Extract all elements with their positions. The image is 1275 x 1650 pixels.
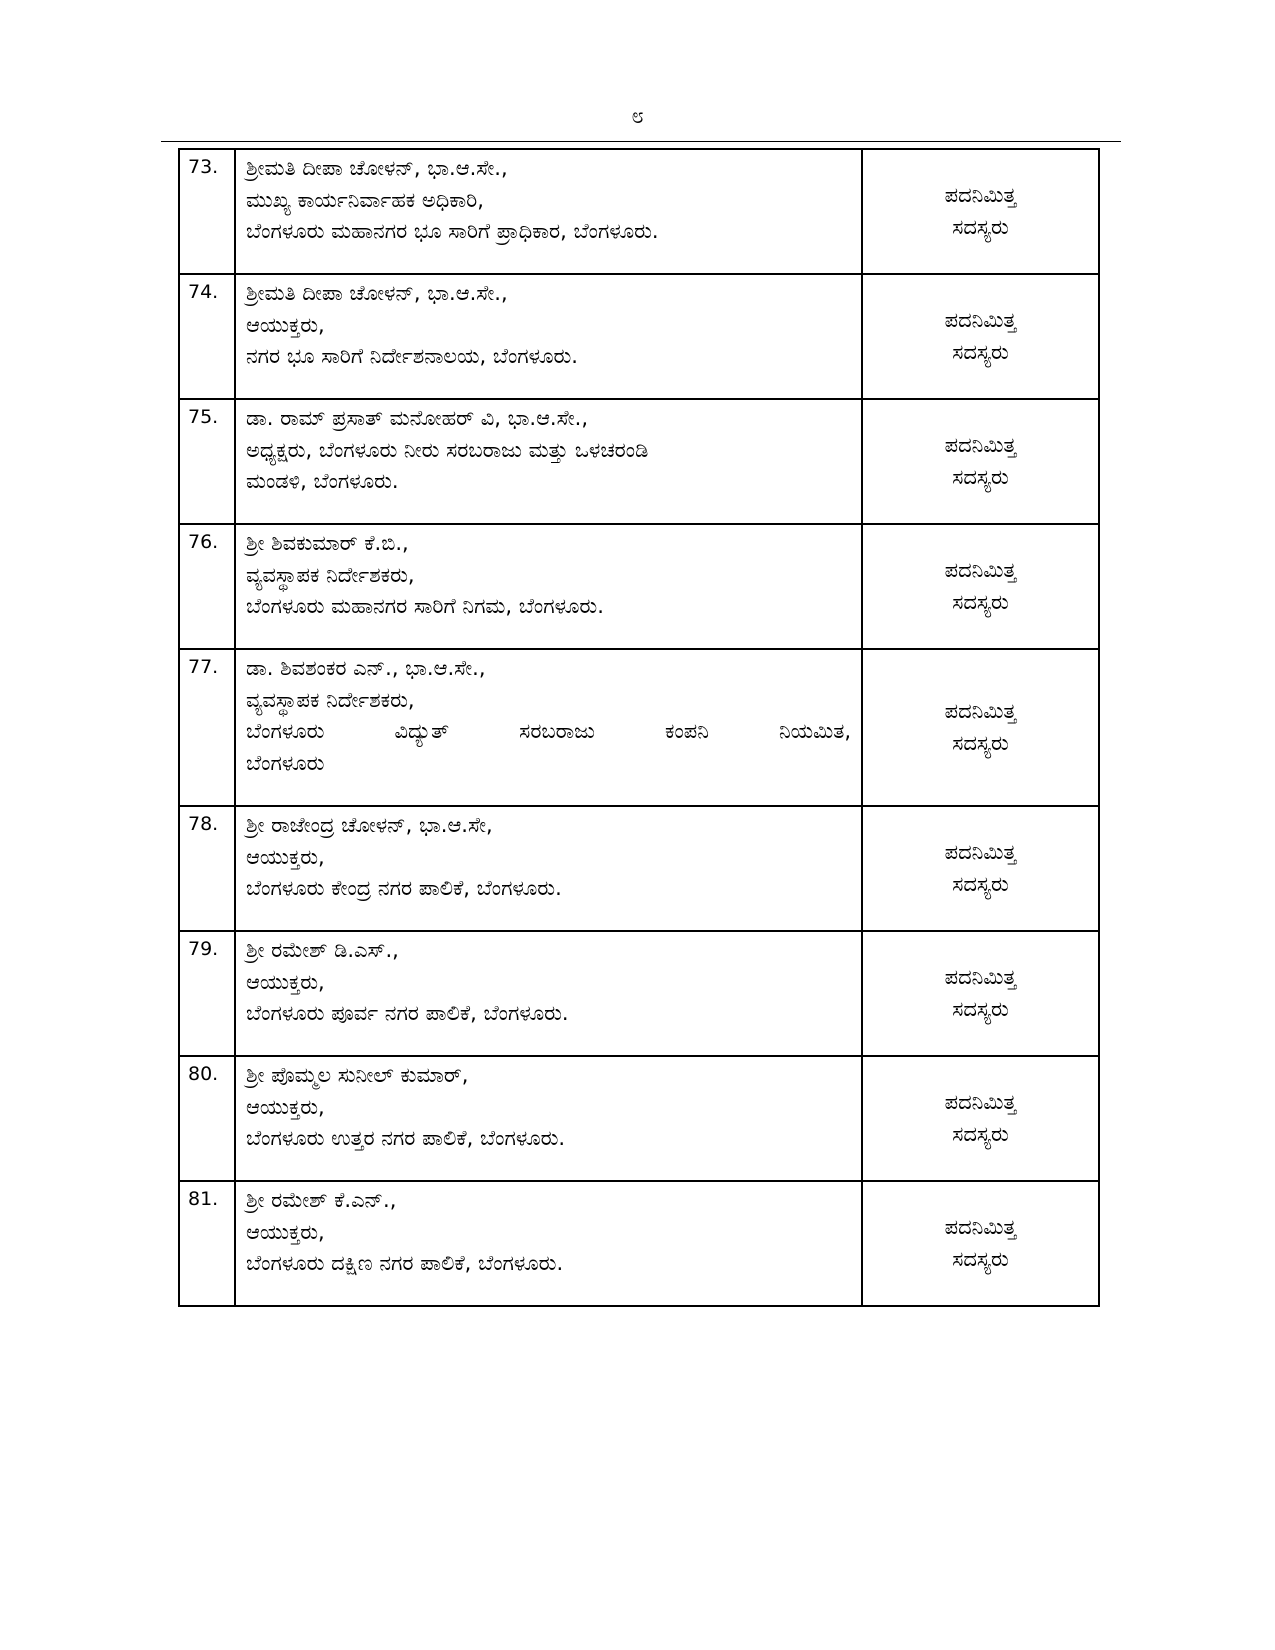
member-designation: ಆಯುಕ್ತರು,	[246, 844, 325, 869]
header-rule	[161, 141, 1121, 142]
member-name: ಶ್ರೀ ರಾಜೇಂದ್ರ ಚೋಳನ್, ಭಾ.ಆ.ಸೇ,	[246, 813, 493, 837]
role-line: ಸದಸ್ಯರು	[952, 464, 1009, 489]
role-line: ಪದನಿಮಿತ್ತ	[944, 1215, 1017, 1239]
member-designation: ಆಯುಕ್ತರು,	[246, 1219, 325, 1244]
member-office: ಬೆಂಗಳೂರು ವಿದ್ಯುತ್ ಸರಬರಾಜು ಕಂಪನಿ ನಿಯಮಿತ,	[246, 719, 851, 743]
serial-number: 73.	[188, 156, 219, 178]
member-office-city: ಬೆಂಗಳೂರು	[246, 750, 325, 775]
member-name: ಶ್ರೀ ರಮೇಶ್ ಕೆ.ಎನ್.,	[246, 1188, 397, 1212]
role-cell	[862, 274, 1099, 399]
table-row	[179, 931, 1099, 1056]
role-cell	[862, 524, 1099, 649]
table-row	[179, 399, 1099, 524]
serial-cell	[179, 1056, 235, 1181]
table-row	[179, 1181, 1099, 1306]
member-name: ಶ್ರೀಮತಿ ದೀಪಾ ಚೋಳನ್, ಭಾ.ಆ.ಸೇ.,	[246, 281, 508, 305]
members-table	[178, 148, 1100, 1307]
role-line: ಸದಸ್ಯರು	[952, 339, 1009, 364]
serial-number: 76.	[188, 531, 219, 553]
member-office: ಬೆಂಗಳೂರು ಮಹಾನಗರ ಸಾರಿಗೆ ನಿಗಮ, ಬೆಂಗಳೂರು.	[246, 594, 604, 618]
serial-number: 79.	[188, 938, 219, 960]
role-cell	[862, 149, 1099, 274]
role-line: ಪದನಿಮಿತ್ತ	[944, 558, 1017, 582]
member-office: ಬೆಂಗಳೂರು ಮಹಾನಗರ ಭೂ ಸಾರಿಗೆ ಪ್ರಾಧಿಕಾರ, ಬೆಂಗಳೂರು.	[246, 219, 659, 243]
serial-cell	[179, 399, 235, 524]
serial-cell	[179, 931, 235, 1056]
role-cell	[862, 649, 1099, 806]
serial-cell	[179, 1181, 235, 1306]
serial-number: 81.	[188, 1188, 219, 1210]
member-name: ಶ್ರೀ ಶಿವಕುಮಾರ್ ಕೆ.ಬಿ.,	[246, 531, 409, 555]
member-designation: ಆಯುಕ್ತರು,	[246, 969, 325, 994]
member-designation: ಮುಖ್ಯ ಕಾರ್ಯನಿರ್ವಾಹಕ ಅಧಿಕಾರಿ,	[246, 187, 484, 212]
table-row	[179, 149, 1099, 274]
role-line: ಸದಸ್ಯರು	[952, 871, 1009, 896]
role-line: ಸದಸ್ಯರು	[952, 589, 1009, 614]
serial-number: 75.	[188, 406, 219, 428]
serial-number: 74.	[188, 281, 219, 303]
member-office: ಬೆಂಗಳೂರು ಉತ್ತರ ನಗರ ಪಾಲಿಕೆ, ಬೆಂಗಳೂರು.	[246, 1126, 566, 1150]
description-cell	[235, 1181, 862, 1306]
description-cell	[235, 931, 862, 1056]
role-cell	[862, 806, 1099, 931]
table-row	[179, 524, 1099, 649]
role-line: ಸದಸ್ಯರು	[952, 1246, 1009, 1271]
serial-cell	[179, 806, 235, 931]
table-row	[179, 274, 1099, 399]
role-line: ಪದನಿಮಿತ್ತ	[944, 840, 1017, 864]
role-cell	[862, 1056, 1099, 1181]
description-cell	[235, 806, 862, 931]
member-designation: ಆಯುಕ್ತರು,	[246, 312, 325, 337]
table-row	[179, 806, 1099, 931]
serial-number: 78.	[188, 813, 219, 835]
member-office: ಮಂಡಳಿ, ಬೆಂಗಳೂರು.	[246, 469, 399, 493]
member-name: ಶ್ರೀ ಪೊಮ್ಮಲ ಸುನೀಲ್ ಕುಮಾರ್,	[246, 1063, 469, 1087]
member-name: ಶ್ರೀ ರಮೇಶ್ ಡಿ.ಎಸ್.,	[246, 938, 399, 962]
role-cell	[862, 399, 1099, 524]
member-designation: ವ್ಯವಸ್ಥಾಪಕ ನಿರ್ದೇಶಕರು,	[246, 562, 415, 587]
role-line: ಪದನಿಮಿತ್ತ	[944, 699, 1017, 723]
serial-cell	[179, 274, 235, 399]
serial-number: 80.	[188, 1063, 219, 1085]
serial-number: 77.	[188, 656, 219, 678]
table-row	[179, 649, 1099, 806]
page-number: ೮	[631, 104, 644, 129]
description-cell	[235, 1056, 862, 1181]
role-line: ಪದನಿಮಿತ್ತ	[944, 965, 1017, 989]
description-cell	[235, 274, 862, 399]
description-cell	[235, 524, 862, 649]
member-designation: ಆಯುಕ್ತರು,	[246, 1094, 325, 1119]
member-name: ಡಾ. ರಾಮ್ ಪ್ರಸಾತ್ ಮನೋಹರ್ ವಿ, ಭಾ.ಆ.ಸೇ.,	[246, 406, 588, 430]
description-cell	[235, 399, 862, 524]
member-designation: ಅಧ್ಯಕ್ಷರು, ಬೆಂಗಳೂರು ನೀರು ಸರಬರಾಜು ಮತ್ತು ಒಳಚರಂಡಿ	[246, 437, 649, 462]
role-line: ಸದಸ್ಯರು	[952, 214, 1009, 239]
member-office: ಬೆಂಗಳೂರು ಕೇಂದ್ರ ನಗರ ಪಾಲಿಕೆ, ಬೆಂಗಳೂರು.	[246, 876, 562, 900]
member-name: ಡಾ. ಶಿವಶಂಕರ ಎನ್., ಭಾ.ಆ.ಸೇ.,	[246, 656, 486, 680]
table-row	[179, 1056, 1099, 1181]
serial-cell	[179, 149, 235, 274]
serial-cell	[179, 649, 235, 806]
member-office: ಬೆಂಗಳೂರು ಪೂರ್ವ ನಗರ ಪಾಲಿಕೆ, ಬೆಂಗಳೂರು.	[246, 1001, 569, 1025]
serial-cell	[179, 524, 235, 649]
role-line: ಪದನಿಮಿತ್ತ	[944, 308, 1017, 332]
role-line: ಸದಸ್ಯರು	[952, 1121, 1009, 1146]
description-cell	[235, 149, 862, 274]
member-name: ಶ್ರೀಮತಿ ದೀಪಾ ಚೋಳನ್, ಭಾ.ಆ.ಸೇ.,	[246, 156, 508, 180]
member-designation: ವ್ಯವಸ್ಥಾಪಕ ನಿರ್ದೇಶಕರು,	[246, 687, 415, 712]
role-cell	[862, 1181, 1099, 1306]
role-line: ಪದನಿಮಿತ್ತ	[944, 183, 1017, 207]
role-cell	[862, 931, 1099, 1056]
member-office: ಬೆಂಗಳೂರು ದಕ್ಷಿಣ ನಗರ ಪಾಲಿಕೆ, ಬೆಂಗಳೂರು.	[246, 1251, 564, 1275]
role-line: ಸದಸ್ಯರು	[952, 996, 1009, 1021]
role-line: ಪದನಿಮಿತ್ತ	[944, 433, 1017, 457]
member-office: ನಗರ ಭೂ ಸಾರಿಗೆ ನಿರ್ದೇಶನಾಲಯ, ಬೆಂಗಳೂರು.	[246, 344, 578, 368]
role-line: ಸದಸ್ಯರು	[952, 730, 1009, 755]
description-cell	[235, 649, 862, 806]
role-line: ಪದನಿಮಿತ್ತ	[944, 1090, 1017, 1114]
